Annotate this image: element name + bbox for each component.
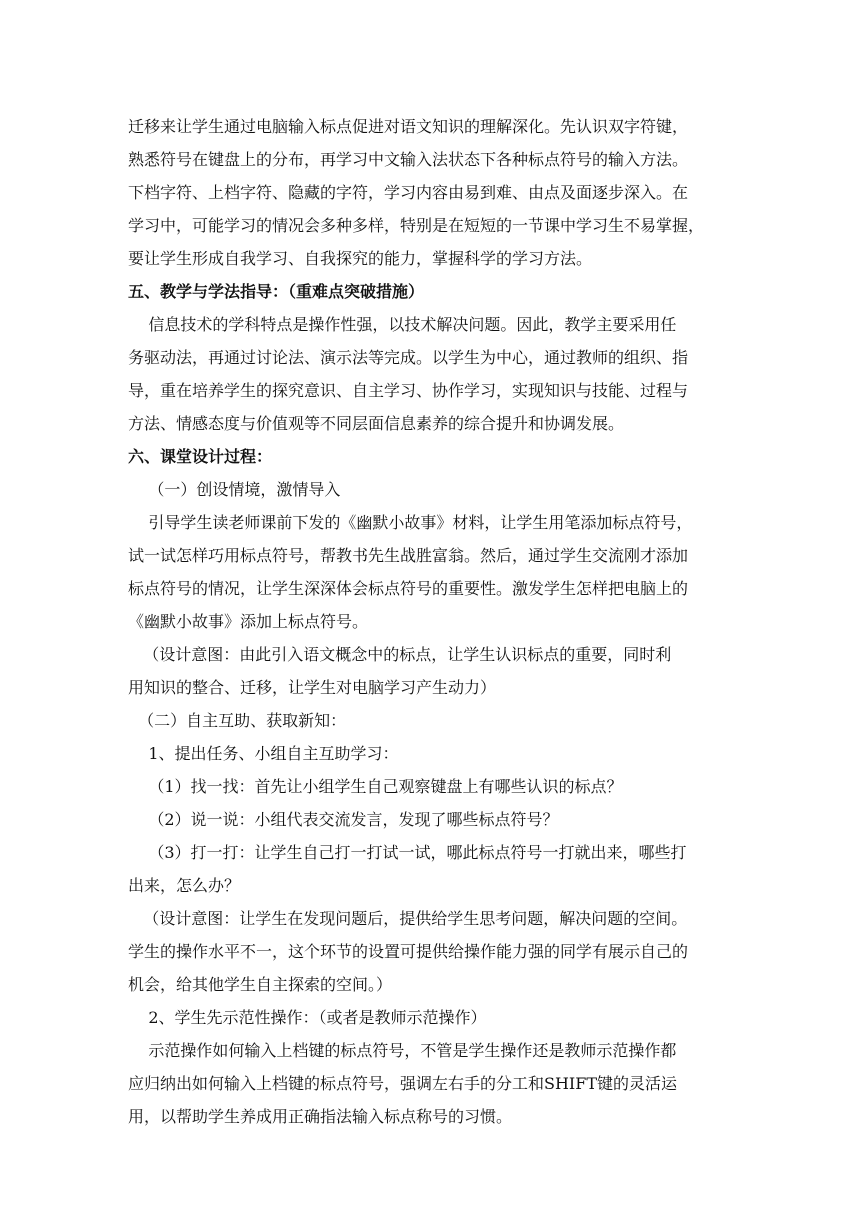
text-line: 熟悉符号在键盘上的分布，再学习中文输入法状态下各种标点符号的输入方法。 <box>128 150 689 169</box>
text-line: （设计意图：由此引入语文概念中的标点，让学生认识标点的重要，同时利 <box>128 645 672 664</box>
section-heading: 五、教学与学法指导：（重难点突破措施） <box>128 282 425 301</box>
text-line: 务驱动法，再通过讨论法、演示法等完成。以学生为中心，通过教师的组织、指 <box>128 348 689 367</box>
text-line: 机会，给其他学生自主探索的空间。） <box>128 975 393 994</box>
text-line: 迁移来让学生通过电脑输入标点促进对语文知识的理解深化。先认识双字符键， <box>128 117 689 136</box>
text-line: 示范操作如何输入上档键的标点符号，不管是学生操作还是教师示范操作都 <box>128 1041 677 1060</box>
text-line: 导，重在培养学生的探究意识、自主学习、协作学习，实现知识与技能、过程与 <box>128 381 689 400</box>
text-line: 下档字符、上档字符、隐藏的字符，学习内容由易到难、由点及面逐步深入。在 <box>128 183 689 202</box>
text-line: 用知识的整合、迁移，让学生对电脑学习产生动力） <box>128 678 497 697</box>
section-heading: 六、课堂设计过程： <box>128 447 273 466</box>
text-line: （2）说一说：小组代表交流发言，发现了哪些标点符号？ <box>128 810 559 829</box>
text-line: （设计意图：让学生在发现问题后，提供给学生思考问题，解决问题的空间。 <box>128 909 688 928</box>
subsection-heading: （二）自主互助、获取新知： <box>128 711 347 730</box>
text-line: 应归纳出如何输入上档键的标点符号，强调左右手的分工和SHIFT键的灵活运 <box>128 1074 678 1093</box>
text-line: （1）找一找：首先让小组学生自己观察键盘上有哪些认识的标点？ <box>128 777 623 796</box>
text-line: 试一试怎样巧用标点符号，帮教书先生战胜富翁。然后，通过学生交流刚才添加 <box>128 546 689 565</box>
text-line: 引导学生读老师课前下发的《幽默小故事》材料，让学生用笔添加标点符号， <box>128 513 693 532</box>
text-line: 方法、情感态度与价值观等不同层面信息素养的综合提升和协调发展。 <box>128 414 625 433</box>
subsection-heading: （一）创设情境，激情导入 <box>128 480 341 499</box>
text-line: 学生的操作水平不一，这个环节的设置可提供给操作能力强的同学有展示自己的 <box>128 942 689 961</box>
text-line: 标点符号的情况，让学生深深体会标点符号的重要性。激发学生怎样把电脑上的 <box>128 579 689 598</box>
text-line: 信息技术的学科特点是操作性强，以技术解决问题。因此，教学主要采用任 <box>128 315 677 334</box>
text-line: 1、提出任务、小组自主互助学习： <box>128 744 399 763</box>
text-line: 2、学生先示范性操作：（或者是教师示范操作） <box>128 1008 487 1027</box>
text-line: 要让学生形成自我学习、自我探究的能力，掌握科学的学习方法。 <box>128 249 593 268</box>
text-line: 《幽默小故事》添加上标点符号。 <box>128 612 369 631</box>
text-line: 学习中，可能学习的情况会多种多样，特别是在短短的一节课中学习生不易掌握， <box>128 216 705 235</box>
text-line: （3）打一打：让学生自己打一打试一试，哪此标点符号一打就出来，哪些打 <box>128 843 687 862</box>
text-line: 出来，怎么办？ <box>128 876 241 895</box>
text-line: 用，以帮助学生养成用正确指法输入标点称号的习惯。 <box>128 1107 513 1126</box>
